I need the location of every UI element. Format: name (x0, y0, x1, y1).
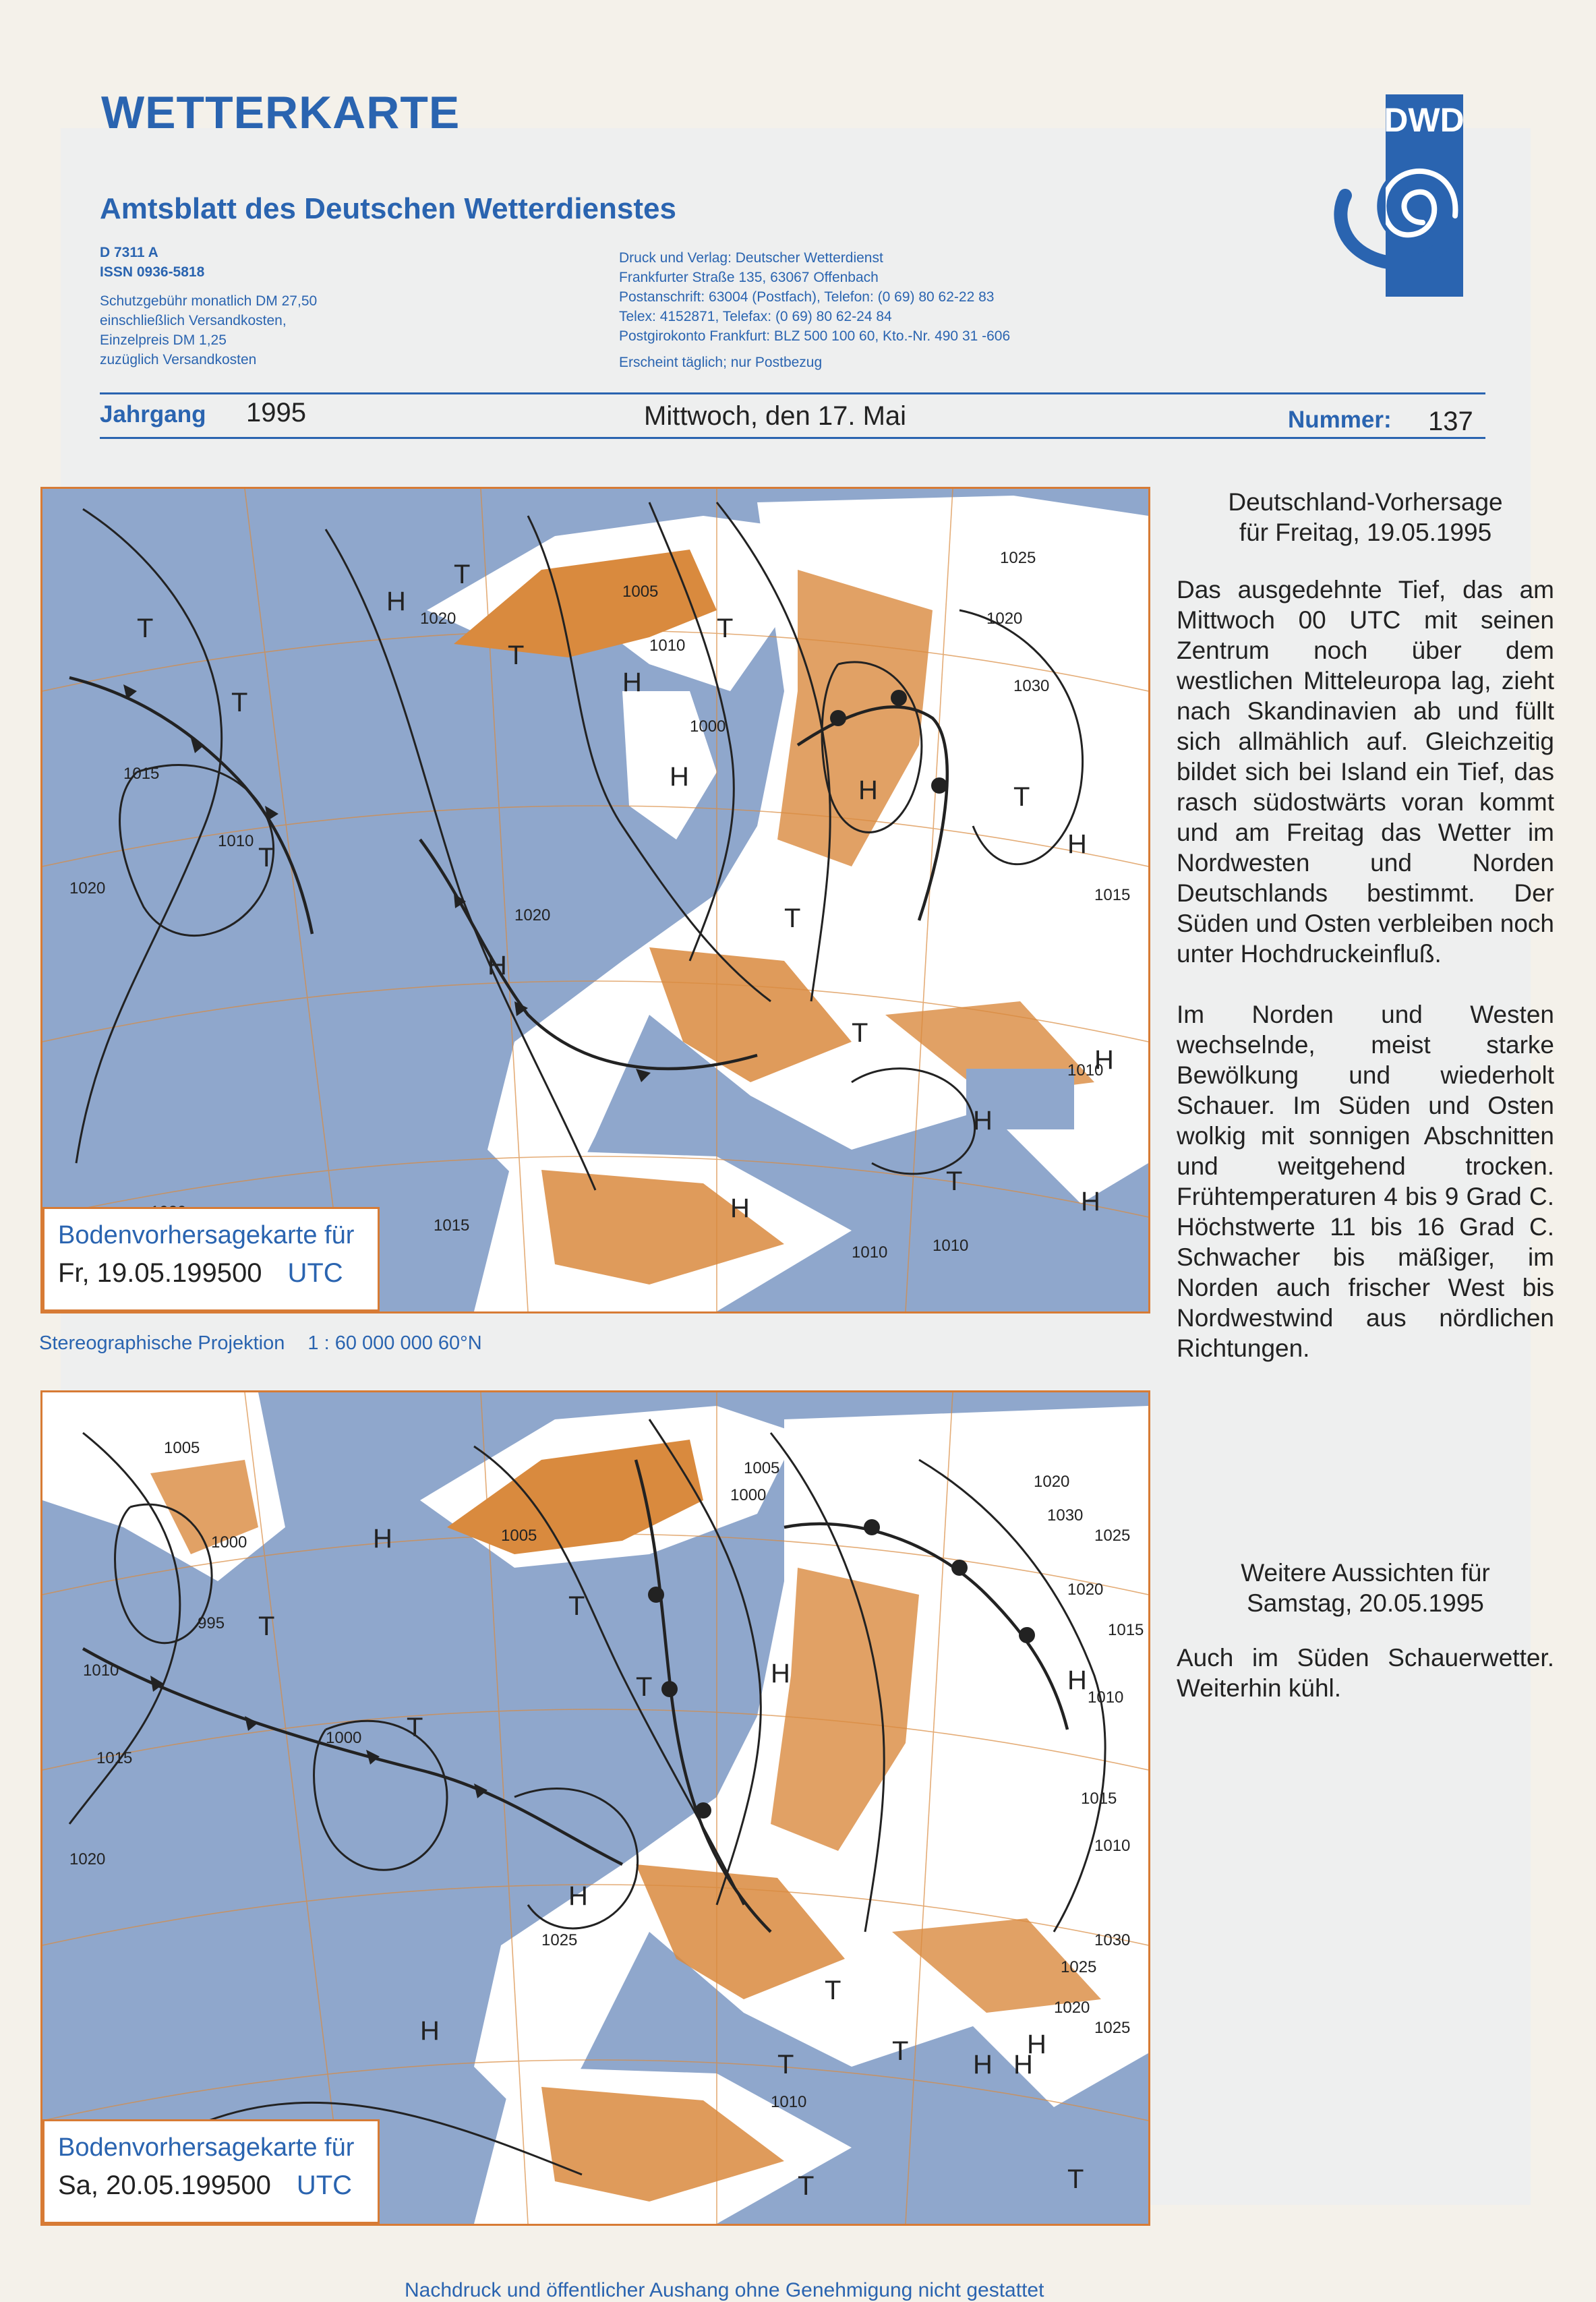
isobar-label: 1010 (852, 1243, 888, 1262)
high-pressure-marker: H (487, 951, 507, 980)
nummer-value: 137 (1428, 407, 1473, 436)
isobar-label: 1010 (1088, 1688, 1124, 1707)
fee-line-4: zuzüglich Versandkosten (100, 352, 257, 367)
low-pressure-marker: T (717, 614, 734, 643)
low-pressure-marker: T (636, 1672, 653, 1702)
isobar-label: 1015 (96, 1749, 133, 1767)
low-pressure-marker: T (852, 1018, 868, 1048)
high-pressure-marker: H (386, 587, 406, 616)
forecast-map-friday (40, 487, 1150, 1314)
isobar-label: 1030 (1094, 1931, 1131, 1949)
forecast-paragraph-2: Im Norden und Westen wechselnde, meist starke Bewölkung und wiederholt Schauer. Im Süden und Osten wolkig mit sonnigen Abschnitten und weitgehend trocken. Frühtemperaturen 4 bis 9 Grad C. Höchstwerte 11 bis 16 Grad C. Schwacher bis mäßiger, im Norden auch frischer West bis Nordwestwind aus nördlichen Richtungen. (1177, 1001, 1554, 1362)
outlook-heading-1: Weitere Aussichten für (1241, 1559, 1490, 1587)
publisher-line-2: Frankfurter Straße 135, 63067 Offenbach (619, 270, 879, 285)
isobar-label: 1000 (690, 717, 726, 736)
low-pressure-marker: T (258, 843, 275, 873)
isobar-label: 1015 (1094, 886, 1131, 904)
high-pressure-marker: H (1094, 1045, 1114, 1075)
forecast-column (1177, 487, 1554, 1363)
isobar-label: 1030 (1013, 677, 1050, 695)
low-pressure-marker: T (231, 688, 248, 717)
weather-map-graphic (42, 489, 1148, 1311)
isobar-label: 1020 (69, 879, 106, 897)
caption-date (58, 2171, 365, 2201)
low-pressure-marker: T (825, 1976, 841, 2005)
publisher-line-6: Erscheint täglich; nur Postbezug (619, 355, 823, 370)
projection-scale: 1 : 60 000 000 60°N (307, 1332, 482, 1354)
fee-line-1: Schutzgebühr monatlich DM 27,50 (100, 293, 318, 309)
isobar-label: 1010 (83, 1661, 119, 1680)
high-pressure-marker: H (1067, 1665, 1087, 1695)
isobar-label: 1010 (771, 2093, 807, 2111)
high-pressure-marker: H (771, 1659, 790, 1688)
isobar-label: 1025 (1000, 549, 1036, 567)
isobar-label: 1020 (1034, 1473, 1070, 1491)
publisher-line-1: Druck und Verlag: Deutscher Wetterdienst (619, 250, 883, 266)
publication-info (100, 243, 450, 370)
isobar-label: 1020 (1054, 1999, 1090, 2017)
high-pressure-marker: H (568, 1881, 588, 1911)
caption-date-value: Fr, 19.05.1995 (58, 1258, 232, 1288)
isobar-label: 1020 (1067, 1581, 1104, 1599)
isobar-label: 1005 (622, 583, 659, 601)
map-caption (42, 2119, 380, 2224)
high-pressure-marker: H (858, 775, 878, 805)
caption-time-value: 00 (231, 1258, 262, 1288)
low-pressure-marker: T (784, 904, 801, 933)
svg-text:DWD: DWD (1384, 101, 1463, 139)
isobar-label: 1005 (164, 1439, 200, 1457)
isobar-label: 1010 (218, 832, 254, 850)
publisher-line-5: Postgirokonto Frankfurt: BLZ 500 100 60, Kto.-Nr. 490 31 -606 (619, 328, 1011, 344)
isobar-label: 1025 (1094, 2019, 1131, 2037)
isobar-label: 995 (198, 1614, 225, 1632)
publisher-info (619, 248, 1226, 372)
caption-time-value: 00 (241, 2171, 271, 2200)
low-pressure-marker: T (407, 1713, 423, 1742)
caption-date-value: Sa, 20.05.1995 (58, 2171, 241, 2200)
isobar-label: 1010 (649, 637, 686, 655)
publisher-line-3: Postanschrift: 63004 (Postfach), Telefon: (0 69) 80 62-22 83 (619, 289, 995, 305)
forecast-heading-1: Deutschland-Vorhersage (1228, 488, 1503, 516)
caption-title: Bodenvorhersagekarte für (58, 1221, 355, 1249)
projection-note (39, 1332, 482, 1355)
caption-utc: UTC (287, 1258, 343, 1288)
isobar-label: 1010 (1094, 1837, 1131, 1855)
low-pressure-marker: T (568, 1591, 585, 1621)
isobar-label: 1000 (730, 1486, 767, 1504)
page-subtitle: Amtsblatt des Deutschen Wetterdienstes (100, 192, 676, 225)
forecast-heading-2: für Freitag, 19.05.1995 (1239, 519, 1492, 546)
low-pressure-marker: T (454, 560, 471, 589)
jahrgang-label: Jahrgang (100, 401, 206, 427)
low-pressure-marker: T (798, 2171, 815, 2201)
low-pressure-marker: T (137, 614, 154, 643)
isobar-label: 1030 (1047, 1506, 1084, 1525)
high-pressure-marker: H (373, 1524, 392, 1554)
outlook-heading-2: Samstag, 20.05.1995 (1247, 1589, 1484, 1617)
page-title: WETTERKARTE (101, 87, 461, 138)
header-rule-top (100, 392, 1485, 394)
low-pressure-marker: T (777, 2050, 794, 2079)
caption-title: Bodenvorhersagekarte für (58, 2133, 355, 2162)
isobar-label: 1015 (434, 1216, 470, 1235)
jahrgang-value: 1995 (246, 398, 306, 427)
low-pressure-marker: T (258, 1612, 275, 1641)
weather-map-graphic (42, 1392, 1148, 2224)
nummer-label: Nummer: (1288, 407, 1392, 433)
high-pressure-marker: H (420, 2016, 440, 2046)
forecast-map-saturday (40, 1390, 1150, 2226)
low-pressure-marker: T (892, 2036, 909, 2066)
isobar-label: 1000 (326, 1729, 362, 1747)
isobar-label: 1015 (1108, 1621, 1144, 1639)
isobar-label: 1025 (1094, 1527, 1131, 1545)
outlook-column (1177, 1558, 1554, 1703)
caption-date (58, 1258, 365, 1289)
high-pressure-marker: H (1013, 2050, 1033, 2079)
low-pressure-marker: T (1013, 782, 1030, 812)
high-pressure-marker: H (973, 1106, 993, 1135)
issn: ISSN 0936-5818 (100, 264, 205, 280)
fee-line-3: Einzelpreis DM 1,25 (100, 332, 227, 348)
high-pressure-marker: H (1081, 1187, 1100, 1216)
header-rule-bottom (100, 437, 1485, 439)
isobar-label: 1025 (1061, 1958, 1097, 1976)
publisher-line-4: Telex: 4152871, Telefax: (0 69) 80 62-24 84 (619, 309, 892, 324)
high-pressure-marker: H (670, 762, 689, 792)
publication-code: D 7311 A (100, 245, 158, 260)
isobar-label: 1020 (69, 1850, 106, 1868)
dwd-logo (1322, 94, 1463, 297)
low-pressure-marker: T (946, 1167, 963, 1196)
forecast-paragraph-1: Das ausgedehnte Tief, das am Mittwoch 00 UTC mit seinen Zentrum noch über dem westlichen Mitteleuropa lag, zieht nach Skandinavien ab und füllt sich allmählich auf. Gleichzeitig bildet sich bei Island ein Tief, das rasch südostwärts voran kommt und am Freitag das Wetter im Nordwesten und Norden Deutschlands bestimmt. Der Süden und Osten verbleiben noch unter Hochdruckeinfluß. (1177, 576, 1554, 968)
isobar-label: 1000 (211, 1533, 247, 1552)
high-pressure-marker: H (730, 1193, 750, 1223)
isobar-label: 1020 (420, 610, 456, 628)
high-pressure-marker: H (622, 668, 642, 697)
fee-line-2: einschließlich Versandkosten, (100, 313, 287, 328)
high-pressure-marker: H (1027, 2030, 1046, 2059)
isobar-label: 1025 (541, 1931, 578, 1949)
isobar-label: 1015 (123, 765, 160, 783)
isobar-label: 1005 (744, 1459, 780, 1477)
high-pressure-marker: H (973, 2050, 993, 2079)
isobar-label: 1015 (1081, 1790, 1117, 1808)
low-pressure-marker: T (508, 641, 525, 670)
isobar-label: 1020 (514, 906, 551, 924)
caption-utc: UTC (296, 2171, 353, 2200)
footer-notice: Nachdruck und öffentlicher Aushang ohne Genehmigung nicht gestattet (405, 2279, 1044, 2301)
projection-label: Stereographische Projektion (39, 1332, 285, 1354)
outlook-text: Auch im Süden Schauerwetter. Weiterhin kühl. (1177, 1644, 1554, 1702)
isobar-label: 1020 (986, 610, 1023, 628)
isobar-label: 1010 (1067, 1061, 1104, 1080)
low-pressure-marker: T (1067, 2164, 1084, 2194)
map-caption (42, 1207, 380, 1311)
isobar-label: 1005 (501, 1527, 537, 1545)
high-pressure-marker: H (1067, 829, 1087, 859)
issue-date: Mittwoch, den 17. Mai (644, 401, 907, 431)
isobar-label: 1010 (933, 1237, 969, 1255)
